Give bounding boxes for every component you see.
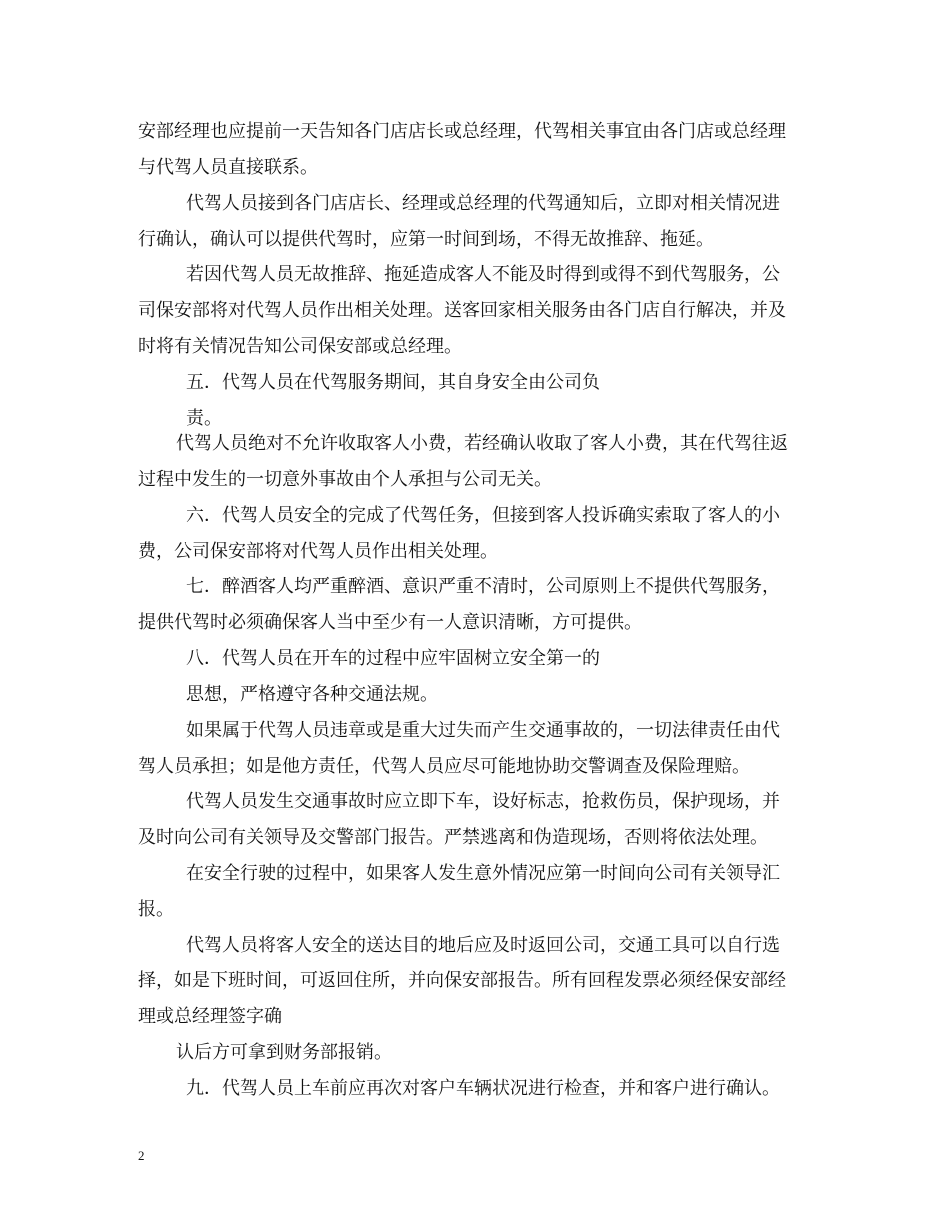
- text-line-7: 时将有关情况告知公司保安部或总经理。: [138, 336, 462, 357]
- text-line-6: 司保安部将对代驾人员作出相关处理。送客回家相关服务由各门店自行解决，并及: [138, 300, 786, 321]
- text-line-11: 过程中发生的一切意外事故由个人承担与公司无关。: [138, 469, 552, 490]
- text-line-17: 思想，严格遵守各种交通法规。: [186, 684, 438, 705]
- text-line-27: 认后方可拿到财务部报销。: [176, 1042, 392, 1063]
- text-line-22: 在安全行驶的过程中，如果客人发生意外情况应第一时间向公司有关领导汇: [186, 863, 780, 884]
- text-line-16: 八．代驾人员在开车的过程中应牢固树立安全第一的: [186, 648, 600, 669]
- text-line-10: 代驾人员绝对不允许收取客人小费，若经确认收取了客人小费，其在代驾往返: [176, 433, 788, 454]
- text-line-14: 七．醉酒客人均严重醉酒、意识严重不清时，公司原则上不提供代驾服务，: [186, 576, 780, 597]
- text-line-23: 报。: [138, 899, 174, 920]
- text-line-12: 六．代驾人员安全的完成了代驾任务，但接到客人投诉确实索取了客人的小: [186, 505, 780, 526]
- text-line-9: 责。: [186, 408, 222, 429]
- text-line-4: 行确认，确认可以提供代驾时，应第一时间到场，不得无故推辞、拖延。: [138, 229, 714, 250]
- text-line-13: 费，公司保安部将对代驾人员作出相关处理。: [138, 541, 498, 562]
- text-line-1: 安部经理也应提前一天告知各门店店长或总经理，代驾相关事宜由各门店或总经理: [138, 121, 786, 142]
- text-line-25: 择，如是下班时间，可返回住所，并向保安部报告。所有回程发票必须经保安部经: [138, 970, 786, 991]
- text-line-19: 驾人员承担；如是他方责任，代驾人员应尽可能地协助交警调查及保险理赔。: [138, 756, 750, 777]
- text-line-24: 代驾人员将客人安全的送达目的地后应及时返回公司，交通工具可以自行选: [186, 935, 780, 956]
- text-line-28: 九．代驾人员上车前应再次对客户车辆状况进行检查，并和客户进行确认。: [186, 1078, 780, 1099]
- page-number: 2: [138, 1148, 145, 1163]
- text-line-3: 代驾人员接到各门店店长、经理或总经理的代驾通知后，立即对相关情况进: [186, 193, 780, 214]
- text-line-5: 若因代驾人员无故推辞、拖延造成客人不能及时得到或得不到代驾服务，公: [186, 264, 780, 285]
- text-line-18: 如果属于代驾人员违章或是重大过失而产生交通事故的，一切法律责任由代: [186, 720, 780, 741]
- text-line-20: 代驾人员发生交通事故时应立即下车，设好标志，抢救伤员，保护现场，并: [186, 791, 780, 812]
- text-line-21: 及时向公司有关领导及交警部门报告。严禁逃离和伪造现场，否则将依法处理。: [138, 827, 768, 848]
- text-line-8: 五．代驾人员在代驾服务期间，其自身安全由公司负: [186, 372, 600, 393]
- text-line-2: 与代驾人员直接联系。: [138, 157, 318, 178]
- text-line-26: 理或总经理签字确: [138, 1006, 282, 1027]
- text-line-15: 提供代驾时必须确保客人当中至少有一人意识清晰，方可提供。: [138, 612, 642, 633]
